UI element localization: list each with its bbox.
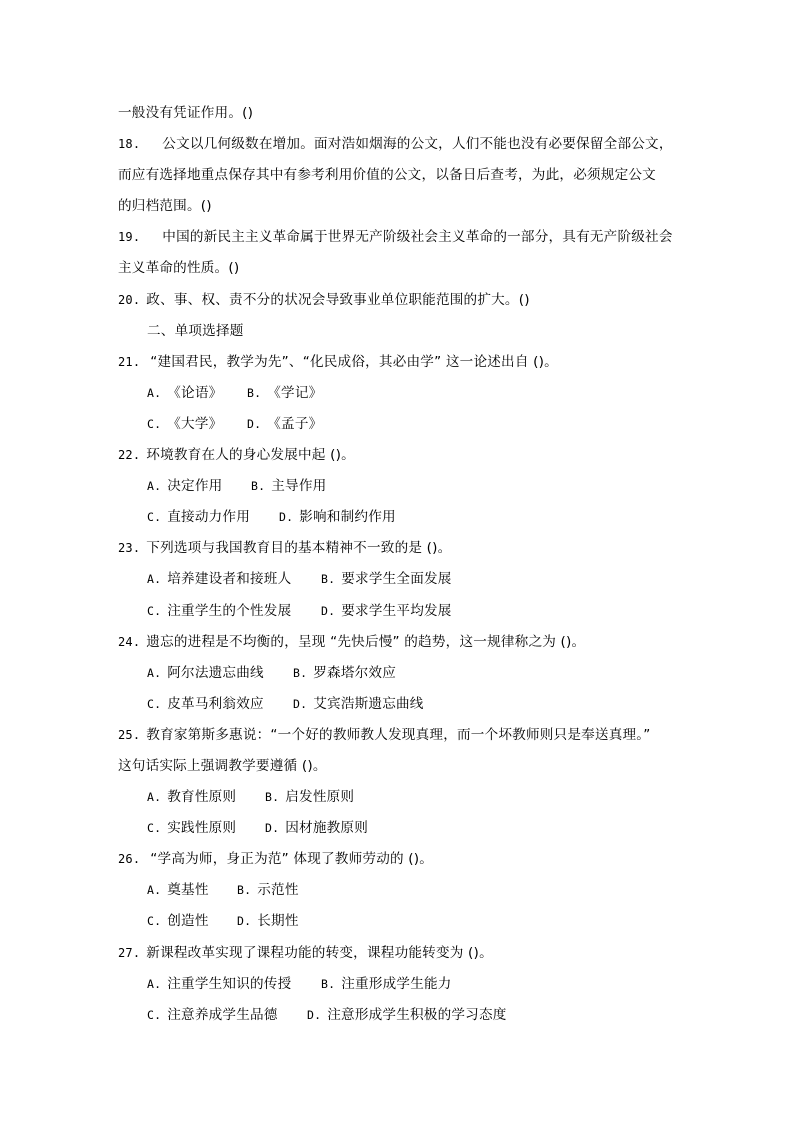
options-row	[118, 910, 678, 941]
question-text: 教育家第斯多惠说：“一个好的教师教人发现真理，而一个坏教师则只是奉送真理。”	[146, 726, 651, 743]
question-23	[118, 537, 678, 568]
option-d: D. 要求学生平均发展	[321, 602, 452, 619]
item-text: 政、事、权、责不分的状况会导致事业单位职能范围的扩大。()	[146, 291, 530, 308]
option-a: A. 教育性原则	[147, 789, 237, 806]
option-d: D. 《孟子》	[247, 415, 323, 432]
option-b: B. 罗森塔尔效应	[293, 664, 397, 681]
options-row	[118, 506, 678, 537]
options-row	[118, 568, 678, 599]
judgment-item-20	[118, 289, 678, 320]
options-row	[118, 879, 678, 910]
item-text-cont: 主义革命的性质。()	[118, 260, 240, 277]
question-24	[118, 631, 678, 662]
option-d: D. 长期性	[237, 913, 299, 930]
question-22	[118, 444, 678, 475]
question-21	[118, 351, 678, 382]
option-d: D. 因材施教原则	[265, 820, 369, 837]
item-number: 20.	[118, 292, 141, 307]
question-text: “建国君民，教学为先”、“化民成俗，其必由学” 这一论述出自 ()。	[150, 353, 558, 370]
question-text: 新课程改革实现了课程功能的转变，课程功能转变为 ()。	[146, 944, 493, 961]
question-number: 21.	[118, 354, 141, 369]
option-d: D. 注意形成学生积极的学习态度	[307, 1006, 507, 1023]
section-title: 二、单项选择题	[147, 322, 244, 339]
item-text-cont: 而应有选择地重点保存其中有参考利用价值的公文，以备日后查考，为此，必须规定公文	[118, 167, 656, 184]
options-row	[118, 817, 678, 848]
question-number: 27.	[118, 945, 141, 960]
options-row	[118, 973, 678, 1004]
item-number: 19.	[118, 230, 141, 245]
option-a: A. 阿尔法遗忘曲线	[147, 664, 264, 681]
options-row	[118, 475, 678, 506]
option-c: C. 直接动力作用	[147, 509, 251, 526]
option-b: B. 主导作用	[251, 478, 327, 495]
options-row	[118, 693, 678, 724]
item-text-cont: 的归档范围。()	[118, 198, 212, 215]
continuation-line: 一般没有凭证作用。()	[118, 105, 254, 121]
item-text: 中国的新民主主义革命属于世界无产阶级社会主义革命的一部分，具有无产阶级社会	[162, 229, 673, 246]
option-a: A. 培养建设者和接班人	[147, 571, 292, 588]
option-a: A. 奠基性	[147, 882, 209, 899]
question-text: 遗忘的进程是不均衡的，呈现 “先快后慢” 的趋势，这一规律称之为 ()。	[146, 633, 586, 650]
judgment-item-18	[118, 133, 678, 164]
options-row	[118, 413, 678, 444]
option-c: C. 《大学》	[147, 415, 223, 432]
question-text: 环境教育在人的身心发展中起 ()。	[146, 447, 355, 464]
document-page	[118, 102, 678, 1035]
option-c: C. 注意养成学生品德	[147, 1006, 278, 1023]
question-26	[118, 848, 678, 879]
option-c: C. 皮革马利翁效应	[147, 695, 264, 712]
options-row	[118, 786, 678, 817]
options-row	[118, 662, 678, 693]
question-25	[118, 724, 678, 755]
option-d: D. 影响和制约作用	[279, 509, 396, 526]
option-c: C. 注重学生的个性发展	[147, 602, 292, 619]
option-a: A. 《论语》	[147, 384, 223, 401]
question-number: 24.	[118, 634, 141, 649]
judgment-item-19	[118, 226, 678, 257]
option-a: A. 注重学生知识的传授	[147, 975, 292, 992]
question-text-cont: 这句话实际上强调教学要遵循 ()。	[118, 757, 327, 774]
question-27	[118, 942, 678, 973]
options-row	[118, 600, 678, 631]
option-b: B. 《学记》	[247, 384, 323, 401]
options-row	[118, 382, 678, 413]
option-b: B. 示范性	[237, 882, 299, 899]
question-number: 22.	[118, 448, 141, 463]
option-c: C. 创造性	[147, 913, 209, 930]
option-b: B. 启发性原则	[265, 789, 355, 806]
option-b: B. 要求学生全面发展	[321, 571, 452, 588]
question-number: 25.	[118, 727, 141, 742]
item-text: 公文以几何级数在增加。面对浩如烟海的公文，人们不能也没有必要保留全部公文，	[162, 136, 673, 153]
question-text: “学高为师，身正为范” 体现了教师劳动的 ()。	[150, 851, 434, 868]
options-row	[118, 1004, 678, 1035]
question-text: 下列选项与我国教育目的基本精神不一致的是 ()。	[146, 540, 452, 557]
option-a: A. 决定作用	[147, 478, 223, 495]
option-c: C. 实践性原则	[147, 820, 237, 837]
item-number: 18.	[118, 137, 141, 152]
option-b: B. 注重形成学生能力	[321, 975, 452, 992]
question-number: 23.	[118, 541, 141, 556]
question-number: 26.	[118, 852, 141, 867]
option-d: D. 艾宾浩斯遗忘曲线	[293, 695, 424, 712]
